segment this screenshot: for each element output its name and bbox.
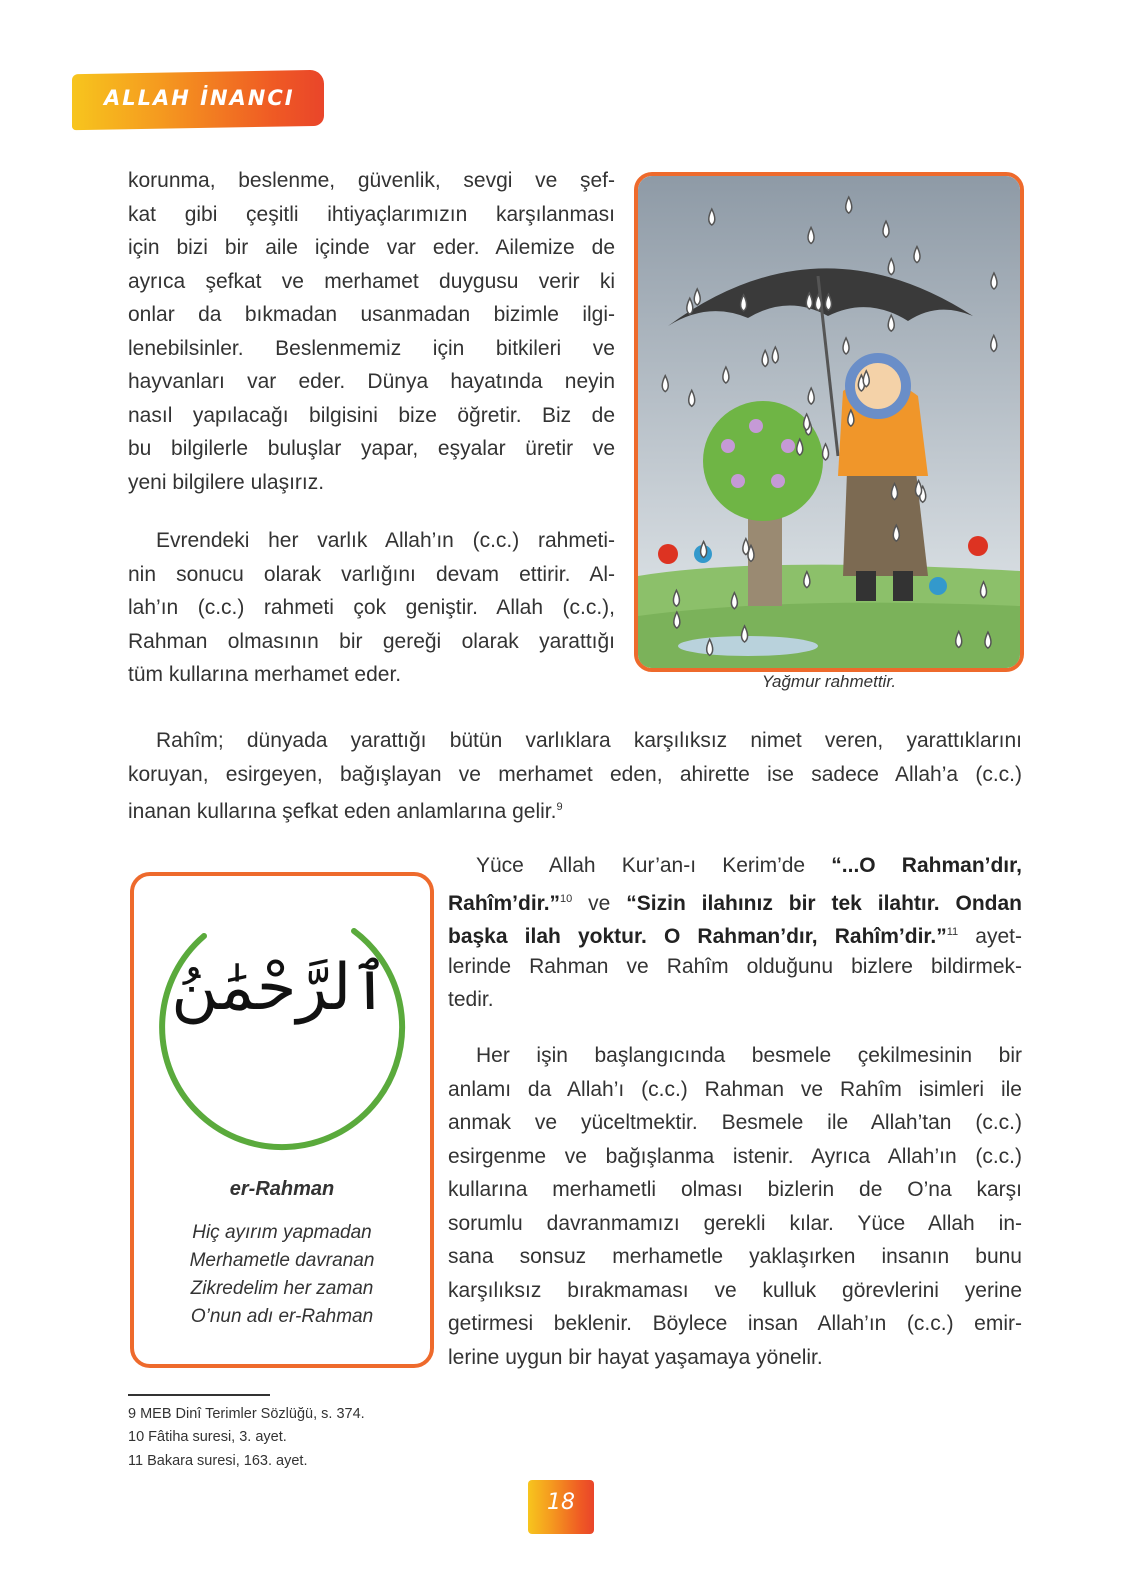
text-line	[128, 332, 615, 366]
text-segment: esirgenme ve bağışlanma istenir. Ayrıca Allah’ın (c.c.)	[448, 1144, 1022, 1168]
text-line	[448, 1274, 1022, 1308]
text-line	[128, 724, 1022, 758]
text-line	[128, 265, 615, 299]
text-segment: “Sizin ilahınız bir tek ilahtır. Ondan	[626, 891, 1022, 915]
text-segment: anmak ve yüceltmektir. Besmele ile Allah’tan (c.c.)	[448, 1111, 1022, 1134]
footnote-divider	[128, 1394, 270, 1396]
text-line	[448, 883, 1022, 917]
text-segment: koruyan, esirgeyen, bağışlayan ve merhamet eden, ahirette ise sadece Allah’a (c.c.)	[128, 762, 1022, 786]
footnote-ref: 11	[946, 926, 959, 938]
paragraph	[128, 724, 1022, 825]
green-circle-icon	[134, 876, 430, 1206]
text-segment: kat gibi çeşitli ihtiyaçlarımızın karşılanması	[128, 202, 615, 226]
footnote: 10 Fâtiha suresi, 3. ayet.	[128, 1429, 287, 1445]
footnote-ref: 9	[556, 801, 563, 813]
footnote-ref: 10	[560, 892, 573, 905]
text-line	[448, 1207, 1022, 1241]
text-line	[448, 1173, 1022, 1207]
text-line	[128, 164, 615, 198]
text-segment: Her işin başlangıcında besmele çekilmesinin bir	[476, 1044, 1022, 1067]
text-segment: karşılıksız bırakmaması ve kulluk görevlerini yerine	[448, 1278, 1022, 1302]
footnote: 11 Bakara suresi, 163. ayet.	[128, 1453, 308, 1469]
text-line	[448, 1073, 1022, 1107]
text-line	[448, 1039, 1022, 1073]
text-segment: lah’ın (c.c.) rahmeti çok geniştir. Allah (c.c.),	[128, 596, 615, 619]
text-segment: anlamı da Allah’ı (c.c.) Rahman ve Rahîm isimleri ile	[448, 1077, 1022, 1101]
paragraph	[448, 849, 1022, 1017]
text-segment: nin sonucu olarak varlığını devam ettirir. Al-	[128, 562, 615, 586]
text-segment: inanan kullarına şefkat eden anlamlarına gelir.	[128, 800, 557, 823]
text-segment: Evrendeki her varlık Allah’ın (c.c.) rahmeti-	[156, 529, 615, 552]
arabic-calligraphy: ٱلرَّحْمَٰنُ	[171, 951, 389, 1025]
text-segment: sorumlu davranmamızı gerekli kılar. Yüce Allah in-	[448, 1211, 1022, 1235]
text-segment: “...O Rahman’dır,	[831, 854, 1022, 877]
text-line	[128, 399, 615, 433]
poem-line: Hiç ayırım yapmadan	[192, 1222, 372, 1243]
text-segment: tedir.	[448, 988, 494, 1011]
text-line	[448, 1307, 1022, 1341]
text-segment: lenebilsinler. Beslenmemiz için bitkileri ve	[128, 336, 615, 360]
paragraph	[448, 1039, 1022, 1374]
text-segment: ayet-	[958, 925, 1022, 948]
text-line	[128, 298, 615, 332]
paragraph	[128, 164, 615, 499]
text-segment: bu bilgilerle buluşlar yapar, eşyalar üretir ve	[128, 437, 615, 460]
name-title: er-Rahman	[229, 1178, 335, 1200]
text-segment: korunma, beslenme, güvenlik, sevgi ve şef-	[128, 169, 615, 192]
section-title: ALLAH İNANCI	[104, 86, 295, 110]
text-segment: için bizi bir aile içinde var eder. Ailemize de	[128, 236, 615, 259]
text-line	[128, 198, 615, 232]
text-segment: Rahman olmasının bir gereği olarak yarattığı	[128, 629, 615, 653]
text-segment: sana sonsuz merhametle yaklaşırken insanın bunu	[448, 1245, 1022, 1268]
text-segment: yeni bilgilere ulaşırız.	[128, 470, 325, 494]
text-line	[128, 791, 1022, 825]
text-segment: Rahîm; dünyada yarattığı bütün varlıklara karşılıksız nimet veren, yarattıklarını	[156, 729, 1022, 752]
girl-with-umbrella-icon	[638, 176, 1020, 668]
text-segment: getirmesi beklenir. Böylece insan Allah’ın (c.c.) emir-	[448, 1312, 1022, 1335]
text-line	[128, 524, 615, 558]
text-line	[448, 1341, 1022, 1375]
text-segment: lerine uygun bir hayat yaşamaya yönelir.	[448, 1345, 823, 1369]
text-line	[448, 983, 1022, 1017]
text-line	[128, 466, 615, 500]
text-segment: ve	[572, 891, 627, 915]
text-line	[128, 625, 615, 659]
rain-illustration	[634, 172, 1024, 672]
text-line	[128, 558, 615, 592]
poem-line: Zikredelim her zaman	[190, 1278, 374, 1299]
poem-line: Merhametle davranan	[189, 1250, 375, 1271]
text-segment: Yüce Allah Kur’an-ı Kerim’de	[476, 854, 832, 877]
text-segment: kullarına merhametli olması bizlerin de O’na karşı	[448, 1178, 1022, 1201]
text-line	[448, 1106, 1022, 1140]
footnote: 9 MEB Dinî Terimler Sözlüğü, s. 374.	[128, 1406, 365, 1422]
paragraph	[128, 524, 615, 692]
text-line	[448, 849, 1022, 883]
text-segment: lerinde Rahman ve Rahîm olduğunu bizlere bildirmek-	[448, 954, 1022, 978]
page-number: 18	[547, 1490, 575, 1515]
text-line	[448, 950, 1022, 984]
text-line	[448, 916, 1022, 950]
text-segment: tüm kullarına merhamet eder.	[128, 663, 402, 686]
text-line	[128, 365, 615, 399]
text-line	[128, 658, 615, 692]
text-segment: başka ilah yoktur. O Rahman’dır, Rahîm’dir.”	[448, 925, 947, 948]
poem-line: O’nun adı er-Rahman	[190, 1306, 374, 1327]
text-segment: onlar da bıkmadan usanmadan bizimle ilgi-	[128, 303, 615, 326]
text-segment: nasıl yapılacağı bilgisini bize öğretir. Biz de	[128, 403, 615, 427]
text-line	[128, 758, 1022, 792]
text-line	[128, 432, 615, 466]
text-line	[448, 1240, 1022, 1274]
text-segment: Rahîm’dir.”	[448, 891, 561, 915]
figure-caption: Yağmur rahmettir.	[761, 672, 897, 691]
text-line	[448, 1140, 1022, 1174]
text-line	[128, 231, 615, 265]
text-segment: ayrıca şefkat ve merhamet duygusu verir ki	[128, 269, 615, 293]
text-line	[128, 591, 615, 625]
text-segment: hayvanları var eder. Dünya hayatında neyin	[128, 370, 615, 393]
